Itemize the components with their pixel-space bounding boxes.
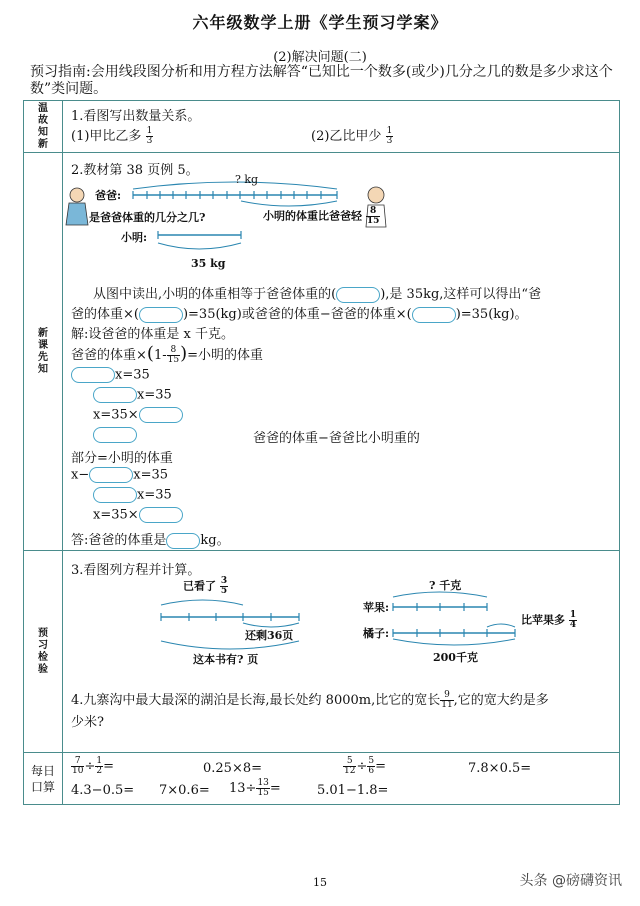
preview-guide: 预习指南:会用线段图分析和用方程方法解答“已知比一个数多(或少)几分之几的数是多少求这个数”类问题。 — [30, 64, 613, 97]
answer-line: 答:爸爸的体重是 kg。 — [71, 533, 230, 548]
relation-a: (1)甲比乙多 $\frac{1}{3}$ — [71, 126, 153, 146]
step-2: x=35 — [93, 387, 172, 403]
question-4: 4.九寨沟中最大最深的湖泊是长海,最长处约 8000m,比它的宽长 $\frac{9}{11}$ ,它的宽大约是多 — [71, 690, 549, 710]
step-3: x=35× — [93, 407, 183, 423]
blank-7[interactable] — [93, 427, 137, 443]
blank-9[interactable] — [93, 487, 137, 503]
review-cell — [63, 101, 620, 153]
step-7: x=35× — [93, 507, 183, 523]
equation-main: 爸爸的体重×(1- $\frac{8}{15}$ )=小明的体重 — [71, 343, 263, 365]
paragraph-1: 从图中读出,小明的体重相等于爸爸体重的( ),是 35kg,这样可以得出“爸 — [93, 287, 542, 302]
unknown-kg-label: ? kg — [235, 173, 259, 186]
calc-6: 7×0.6= — [159, 783, 210, 798]
relation-b: (2)乙比甲少 $\frac{1}{3}$ — [311, 126, 393, 146]
step-5: x− x=35 — [71, 467, 169, 483]
method-2-text: 爸爸的体重−爸爸比小明重的 — [253, 431, 420, 446]
new-lesson-cell — [63, 153, 620, 551]
orange-label: 橘子: — [363, 627, 390, 640]
question-3: 3.看图列方程并计算。 — [71, 563, 201, 578]
xiaoming-label: 小明: — [121, 231, 148, 244]
calc-7: 13÷ $\frac{13}{15}$ = — [229, 778, 281, 798]
blank-1[interactable] — [336, 287, 380, 303]
calc-4: 7.8×0.5= — [468, 761, 532, 776]
page-number: 15 — [313, 876, 327, 889]
remaining-label: 还剩36页 — [245, 629, 294, 642]
blank-11[interactable] — [166, 533, 200, 549]
kg35-label: 35 kg — [191, 257, 226, 270]
calc-2: 0.25×8= — [203, 761, 263, 776]
question-1: 1.看图写出数量关系。 — [71, 109, 201, 124]
dad-label: 爸爸: — [95, 189, 122, 202]
kg200-label: 200千克 — [433, 651, 478, 664]
step-6: x=35 — [93, 487, 172, 503]
weight-diagram — [63, 173, 403, 277]
blank-8[interactable] — [89, 467, 133, 483]
blank-5[interactable] — [93, 387, 137, 403]
more-label: 比苹果多 $\frac{1}{4}$ — [521, 610, 577, 630]
preview-check-label: 预 习 检 验 — [24, 551, 63, 753]
step-1: x=35 — [71, 367, 150, 383]
calc-8: 5.01−1.8= — [317, 783, 389, 798]
fruit-diagram — [363, 577, 623, 667]
new-lesson-label: 新 课 先 知 — [24, 153, 63, 551]
blank-3[interactable] — [412, 307, 456, 323]
question-4-cont: 少米? — [71, 715, 104, 730]
read-label: 已看了 $\frac{3}{5}$ — [183, 576, 228, 596]
unknown-kg-fruit: ? 千克 — [429, 579, 462, 592]
girl-illustration — [66, 188, 88, 225]
blank-6[interactable] — [139, 407, 183, 423]
step-4 — [93, 427, 137, 443]
daily-cell — [63, 753, 620, 805]
book-diagram — [153, 577, 313, 667]
section-subtitle: (2)解决问题(二) — [273, 50, 367, 65]
blank-10[interactable] — [139, 507, 183, 523]
preview-check-cell — [63, 551, 620, 753]
calc-1: $\frac{7}{10}$ ÷ $\frac{1}{2}$ = — [72, 756, 114, 776]
method-2-text-cont: 部分=小明的体重 — [71, 451, 173, 466]
apple-label: 苹果: — [363, 601, 390, 614]
calc-3: $\frac{5}{12}$ ÷ $\frac{5}{6}$ = — [344, 756, 386, 776]
worksheet-table — [23, 100, 620, 805]
page-title: 六年级数学上册《学生预习学案》 — [192, 13, 448, 32]
blank-4[interactable] — [71, 367, 115, 383]
question-bubble: 是爸爸体重的几分之几? — [89, 211, 206, 224]
review-label: 温 故 知 新 — [24, 101, 63, 153]
question-2: 2.教材第 38 页例 5。 — [71, 163, 199, 178]
calc-5: 4.3−0.5= — [71, 783, 135, 798]
daily-label: 每日 口算 — [24, 753, 63, 805]
book-question: 这本书有? 页 — [193, 653, 259, 666]
paragraph-2: 爸的体重×( )=35(kg)或爸爸的体重−爸爸的体重×( )=35(kg)。 — [71, 307, 528, 322]
solution-setup: 解:设爸爸的体重是 x 千克。 — [71, 327, 234, 342]
lighter-label: 小明的体重比爸爸轻 $\frac{8}{15}$ — [263, 206, 380, 226]
watermark: 头条 @磅礴资讯 — [519, 873, 622, 889]
blank-2[interactable] — [139, 307, 183, 323]
